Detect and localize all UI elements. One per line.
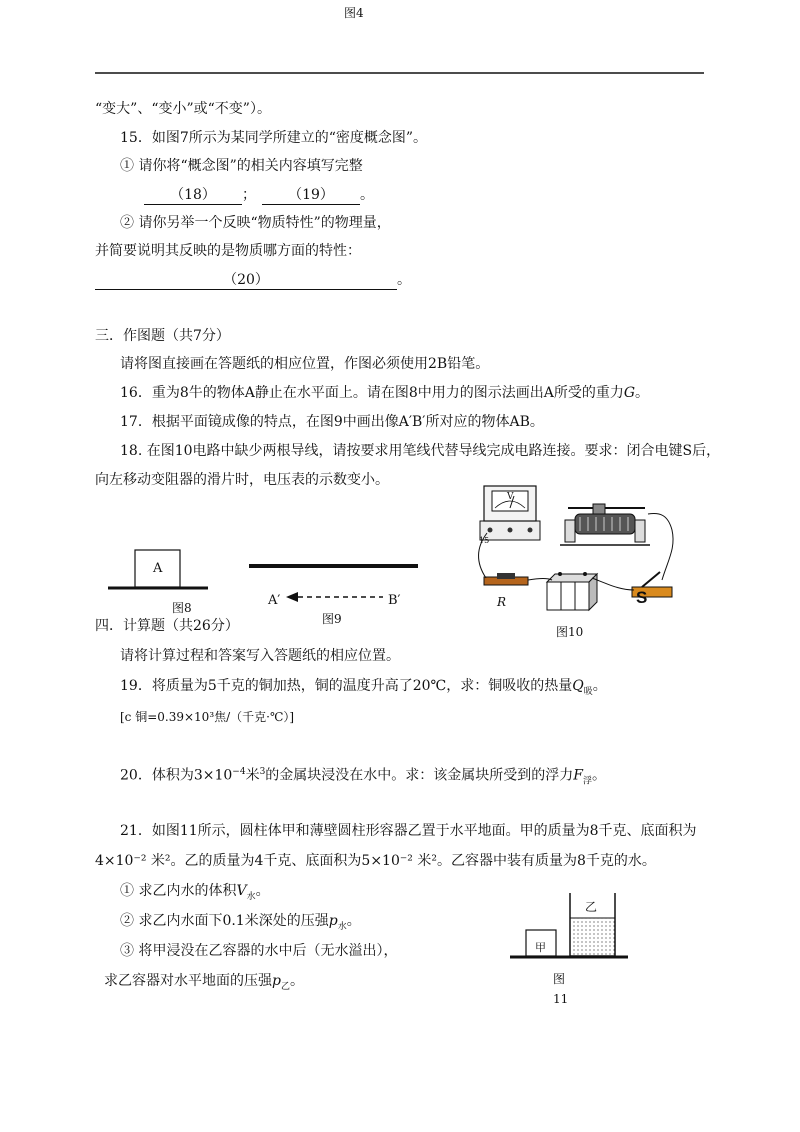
water-in-yi (570, 918, 615, 956)
q19-constant: [c 铜=0.39×10³焦/（千克·℃）] (120, 710, 295, 724)
figure-8-caption: 图8 (172, 601, 192, 615)
figure-4-caption: 图4 (344, 6, 364, 20)
terminal-15-label: 15 (479, 536, 490, 545)
q14-tail: “变大”、“变小”或“不变”）。 (95, 101, 271, 117)
voltmeter-label: V (507, 492, 514, 502)
q15-part2: ② 请你另举一个反映“物质特性”的物理量， (120, 215, 391, 231)
q21-line1: 21．如图11所示，圆柱体甲和薄壁圆柱形容器乙置于水平地面。甲的质量为8千克、底面积为 (120, 823, 697, 839)
q16: 16．重为8牛的物体A静止在水平面上。请在图8中用力的图示法画出A所受的重力G。 (120, 385, 650, 401)
q20: 20．体积为$3\times 10^{-4}$米$^3$的金属块浸没在水中。求：该金属块所受到的浮力$F_浮$。 (120, 767, 607, 787)
figure-10-caption: 图10 (556, 625, 584, 639)
q15-part1: ① 请你将“概念图”的相关内容填写完整 (120, 158, 363, 174)
figure-11-caption-line2: 11 (553, 992, 569, 1006)
q17: 17．根据平面镜成像的特点，在图9中画出像A′B′所对应的物体AB。 (120, 414, 544, 430)
blank-end: 。 (360, 187, 374, 203)
section-3-instruction: 请将图直接画在答题纸的相应位置，作图必须使用2B铅笔。 (120, 356, 490, 372)
blank-19: （19） (262, 186, 360, 205)
section-4-instruction: 请将计算过程和答案写入答题纸的相应位置。 (120, 648, 400, 664)
q21-line2: 4×10⁻² 米²。乙的质量为4千克、底面积为5×10⁻² 米²。乙容器中装有质量为8千克的水。 (95, 853, 656, 869)
block-a-label: A (153, 561, 163, 576)
q21-part-d: 求乙容器对水平地面的压强$p_乙$。 (104, 973, 304, 992)
cylinder-jia-label: 甲 (535, 941, 546, 954)
label-b-prime: B′ (388, 593, 401, 608)
label-a-prime: A′ (268, 593, 281, 608)
figure-11-caption-line1: 图 (553, 972, 566, 986)
q18-line1: 18. 在图10电路中缺少两根导线，请按要求用笔线代替导线完成电路连接。要求：闭合电键S后， (120, 443, 721, 459)
switch-s-label: S (636, 588, 648, 607)
q19: 19．将质量为5千克的铜加热，铜的温度升高了20℃，求：铜吸收的热量$Q_吸$。 (120, 678, 607, 697)
blank-20: （20） (95, 271, 397, 290)
q15-blank20-line: （20） 。 (95, 271, 411, 290)
q21-part-a: ① 求乙内水的体积$V_水$。 (120, 883, 270, 902)
q15-part2b: 并简要说明其反映的是物质哪方面的特性： (95, 243, 361, 259)
blank-separator: ； (242, 187, 256, 203)
figure-9-caption: 图9 (322, 612, 342, 626)
q15-stem: 15．如图7所示为某同学所建立的“密度概念图”。 (120, 130, 428, 146)
resistor-r-label: R (497, 595, 507, 609)
blank-18: （18） (144, 186, 242, 205)
section-3-title: 三．作图题（共7分） (95, 328, 230, 344)
q21-part-c: ③ 将甲浸没在乙容器的水中后（无水溢出）， (120, 943, 398, 959)
section-4-title: 四．计算题（共26分） (95, 618, 239, 634)
q18-line2: 向左移动变阻器的滑片时，电压表的示数变小。 (95, 472, 389, 488)
q21-part-b: ② 求乙内水面下0.1米深处的压强$p_水$。 (120, 913, 361, 932)
container-yi-label: 乙 (585, 900, 598, 914)
